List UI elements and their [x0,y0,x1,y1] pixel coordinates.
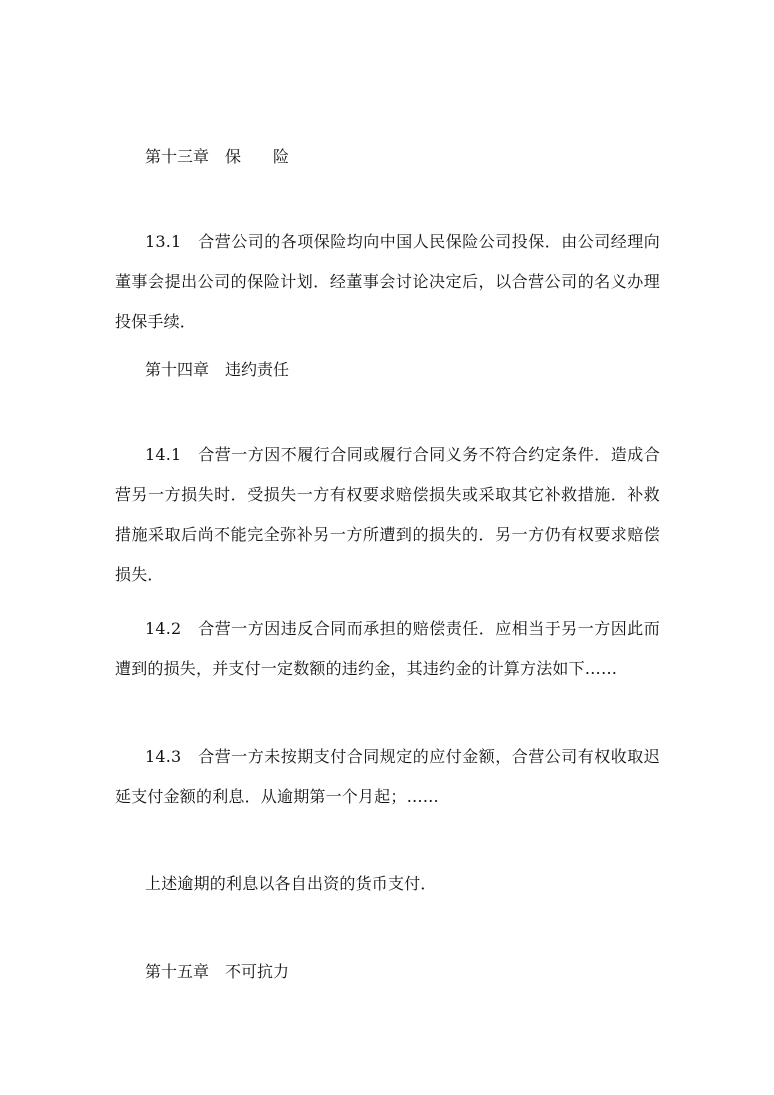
interest-payment-note: 上述逾期的利息以各自出资的货币支付． [145,874,437,893]
chapter-15-heading: 第十五章 不可抗力 [145,962,290,981]
chapter-13-heading: 第十三章 保 险 [145,147,290,166]
clause-14-3: 14.3 合营一方未按期支付合同规定的应付金额，合营公司有权收取迟延支付金额的利息．从逾期第一个月起；…… [115,747,660,806]
clause-14-1: 14.1 合营一方因不履行合同或履行合同义务不符合约定条件．造成合营另一方损失时．受损失一方有权要求赔偿损失或采取其它补救措施．补救措施采取后尚不能完全弥补另一方所遭到的损失的．另一方仍有权要求赔偿损失． [115,445,660,584]
chapter-14-heading: 第十四章 违约责任 [145,360,290,379]
clause-13-1: 13.1 合营公司的各项保险均向中国人民保险公司投保．由公司经理向董事会提出公司的保险计划．经董事会讨论决定后，以合营公司的名义办理投保手续． [115,232,660,331]
clause-14-2: 14.2 合营一方因违反合同而承担的赔偿责任．应相当于另一方因此而遭到的损失，并支付一定数额的违约金，其违约金的计算方法如下…… [115,619,660,678]
